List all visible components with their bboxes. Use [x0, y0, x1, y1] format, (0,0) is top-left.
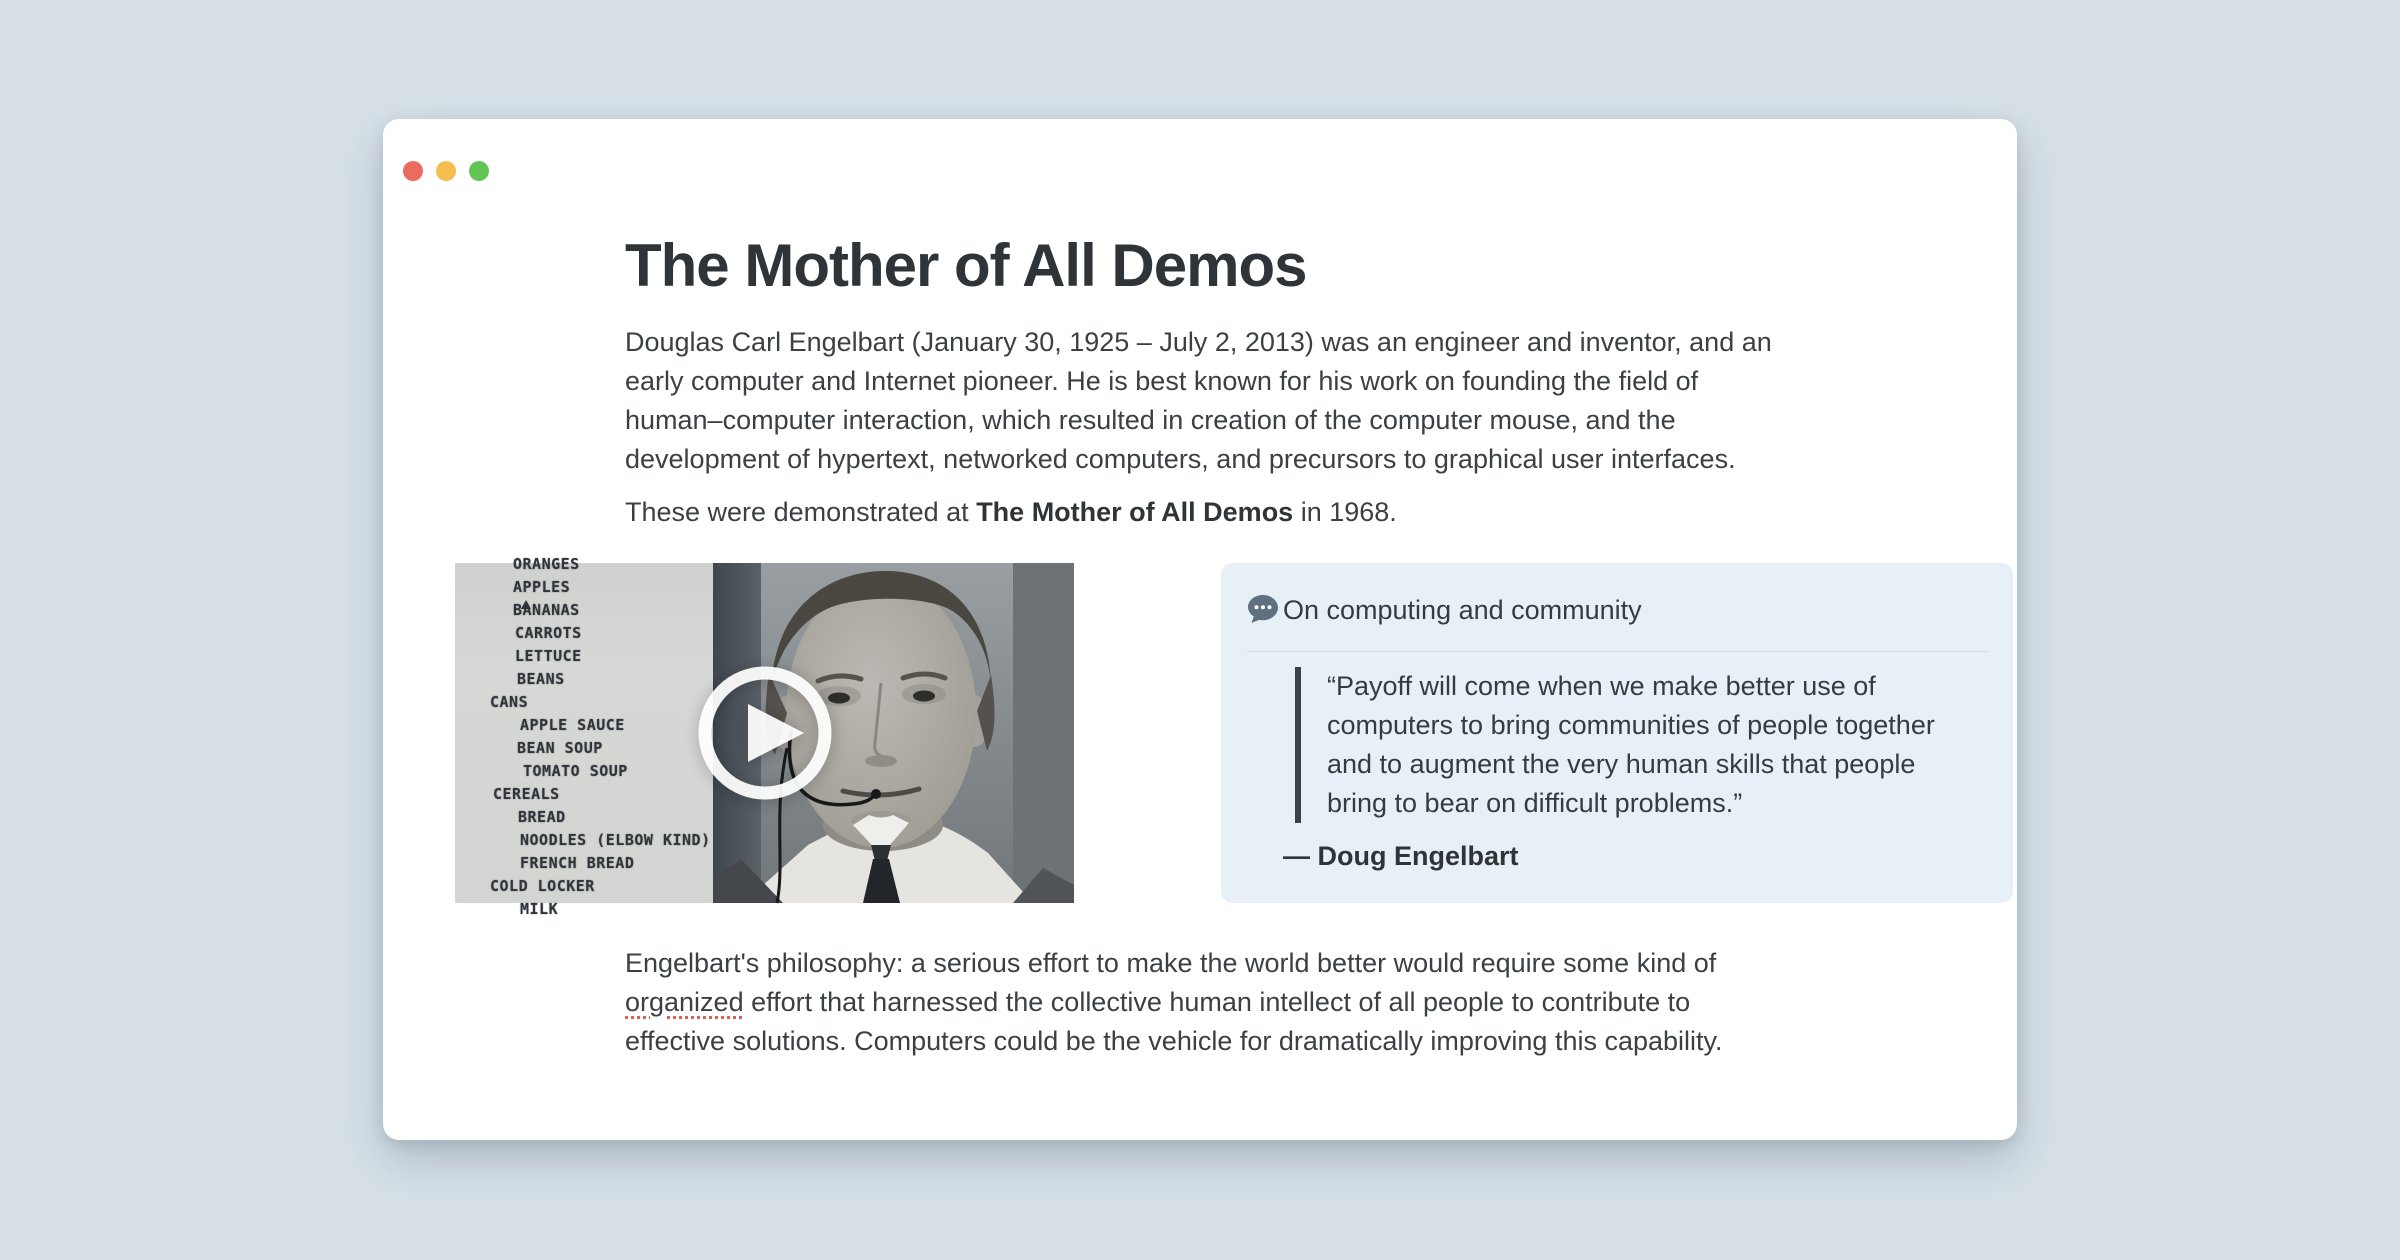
philosophy-line: Engelbart's philosophy: a serious effort to make the world better would require some kind of: [625, 948, 1717, 978]
grocery-list-item: MILK: [520, 900, 559, 918]
philosophy-line-rest: effort that harnessed the collective human intellect of all people to contribute to: [743, 987, 1691, 1017]
intro-line: human–computer interaction, which resulted in creation of the computer mouse, and the: [625, 405, 1676, 435]
window-titlebar: [403, 161, 489, 181]
grocery-list-item: TOMATO SOUP: [523, 762, 628, 780]
close-button[interactable]: [403, 161, 423, 181]
demo-sentence-suffix: in 1968.: [1293, 497, 1397, 527]
grocery-list-item: BEAN SOUP: [517, 739, 603, 757]
play-icon[interactable]: [692, 660, 838, 806]
grocery-list-item: BREAD: [518, 808, 566, 826]
page-title: The Mother of All Demos: [625, 232, 1307, 299]
philosophy-line: effective solutions. Computers could be the vehicle for dramatically improving this capability.: [625, 1026, 1723, 1056]
grocery-list-item: COLD LOCKER: [490, 877, 595, 895]
quote-attribution: — Doug Engelbart: [1283, 841, 1519, 871]
grocery-list: [455, 553, 713, 921]
app-window: [383, 119, 2017, 1140]
demo-sentence: [625, 493, 1805, 532]
intro-line: Douglas Carl Engelbart (January 30, 1925 – July 2, 2013) was an engineer and inventor, and an: [625, 327, 1772, 357]
grocery-list-item: BANANAS: [513, 601, 580, 619]
philosophy-line: [625, 983, 1805, 1022]
zoom-button[interactable]: [469, 161, 489, 181]
speech-bubble-icon: [1245, 591, 1281, 627]
media-row: [455, 555, 1941, 918]
grocery-list-item: CARROTS: [515, 624, 582, 642]
grocery-list-item: APPLES: [513, 578, 571, 596]
demo-sentence-prefix: These were demonstrated at: [625, 497, 977, 527]
minimize-button[interactable]: [436, 161, 456, 181]
video-cursor-bug: [521, 600, 531, 609]
quote-line: “Payoff will come when we make better use of: [1327, 671, 1876, 701]
grocery-list-item: BEANS: [517, 670, 565, 688]
callout-title: On computing and community: [1283, 595, 1642, 625]
quote-line: computers to bring communities of people together: [1327, 710, 1935, 740]
grocery-list-item: NOODLES (ELBOW KIND): [520, 831, 711, 849]
intro-line: development of hypertext, networked computers, and precursors to graphical user interfaces.: [625, 444, 1736, 474]
video-grocery-panel: [455, 555, 713, 918]
grocery-list-item: LETTUCE: [515, 647, 582, 665]
quote-line: and to augment the very human skills that people: [1327, 749, 1916, 779]
quote-block: [1295, 667, 1935, 823]
grocery-list-item: CANS: [490, 693, 529, 711]
quote-line: bring to bear on difficult problems.”: [1327, 788, 1743, 818]
grocery-list-item: FRENCH BREAD: [520, 854, 635, 872]
grocery-list-item: CEREALS: [493, 785, 560, 803]
grocery-list-item: APPLE SAUCE: [520, 716, 625, 734]
demo-sentence-bold: The Mother of All Demos: [976, 497, 1294, 527]
callout-divider: [1247, 651, 1987, 652]
intro-line: early computer and Internet pioneer. He is best known for his work on founding the field of: [625, 366, 1699, 396]
intro-paragraph: [625, 323, 1805, 479]
video-thumbnail[interactable]: [455, 555, 1074, 918]
quote-callout: [1221, 563, 2013, 903]
misspelled-word: organized: [625, 987, 744, 1017]
grocery-list-item: ORANGES: [513, 555, 580, 573]
philosophy-paragraph: [625, 944, 1805, 1061]
